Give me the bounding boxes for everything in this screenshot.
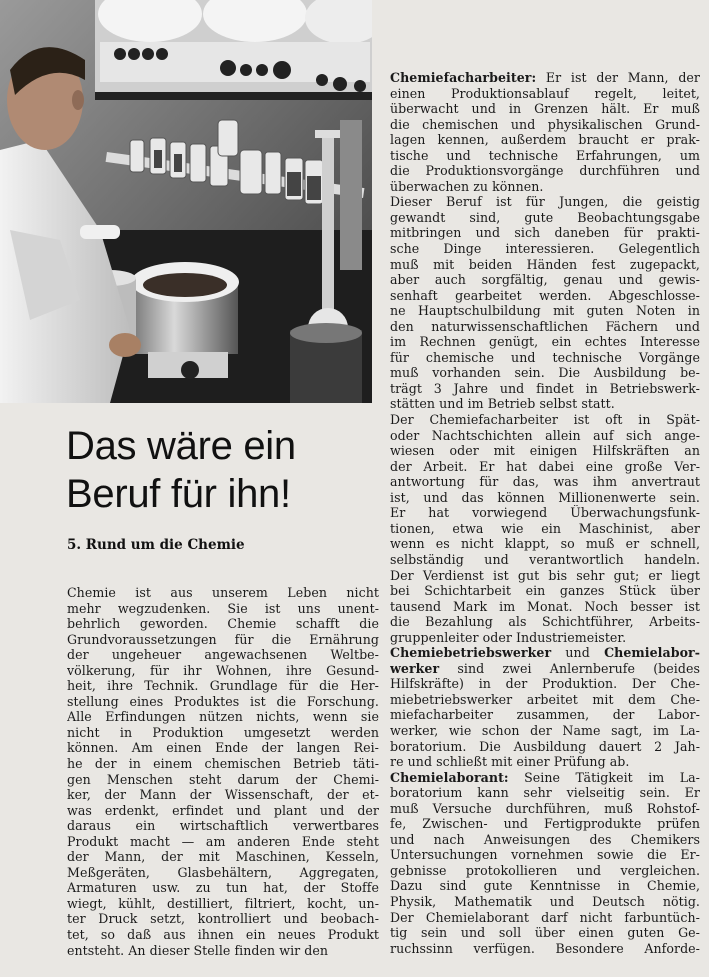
- text-line: der ungeheuer angewachsenen Weltbe-: [67, 647, 379, 663]
- text-line: Physik, Mathematik und Deutsch nötig.: [390, 893, 700, 909]
- text-line: re und schließt mit einer Prüfung ab.: [390, 754, 630, 770]
- text-line: Untersuchungen vornehmen sowie die Er-: [390, 847, 700, 863]
- text-line: miefacharbeiter zusammen, der Labor-: [390, 707, 700, 723]
- text-line: gewandt sind, gute Beobachtungsgabe: [390, 209, 700, 225]
- text-line: behrlich geworden. Chemie schafft die: [67, 616, 379, 632]
- text-line: ist, und das können Millionenwerte sein.: [390, 489, 700, 505]
- left-column-text: [67, 585, 379, 958]
- text-line: stätten und im Betrieb selbst statt.: [390, 396, 615, 412]
- text-line: stellung eines Produktes ist die Forschung.: [67, 693, 379, 709]
- bold-term: Chemielaborant:: [390, 769, 509, 785]
- text-line: fe, Zwischen- und Fertigprodukte prüfen: [390, 816, 700, 832]
- text-line: trägt 3 Jahre und findet in Betriebswerk-: [390, 380, 700, 396]
- text-line: Er hat vorwiegend Überwachungsfunk-: [390, 505, 700, 521]
- text-line: aber auch sorgfältig, genau und gewis-: [390, 272, 700, 288]
- text-line: Chemiefacharbeiter: Er ist der Mann, der: [390, 70, 700, 85]
- text-line: Produkt macht — am anderen Ende steht: [67, 833, 379, 849]
- text-line: der Mann, der mit Maschinen, Kesseln,: [67, 849, 379, 865]
- text-line: wenn es nicht klappt, so muß er schnell,: [390, 536, 700, 552]
- laboratory-illustration: [0, 0, 372, 403]
- text-line: ne Hauptschulbildung mit guten Noten in: [390, 303, 700, 319]
- text-line: Meßgeräten, Glasbehältern, Aggregaten,: [67, 864, 379, 880]
- text-line: die Bezahlung als Schichtführer, Arbeits-: [390, 614, 700, 630]
- text-line: entsteht. An dieser Stelle finden wir den: [67, 942, 329, 958]
- article-headline: [66, 422, 366, 518]
- bold-term: Chemiefacharbeiter:: [390, 70, 537, 85]
- text-line: muß Versuche durchführen, muß Rohstof-: [390, 800, 700, 816]
- text-line: bei Schichtarbeit ein ganzes Stück über: [390, 583, 700, 599]
- text-line: ruchssinn verfügen. Besondere Anforde-: [390, 940, 700, 956]
- text-line: Dazu sind gute Kenntnisse in Chemie,: [390, 878, 700, 894]
- bold-term: Chemielabor-: [604, 645, 700, 661]
- text-line: tig sein und soll über einen guten Ge-: [390, 925, 700, 941]
- text-line: im Rechnen genügt, ein echtes Interesse: [390, 334, 700, 350]
- text-line: gen Menschen steht darum der Chemi-: [67, 771, 379, 787]
- text-line: miebetriebswerker arbeitet mit dem Che-: [390, 691, 700, 707]
- article-subhead: 5. Rund um die Chemie: [67, 537, 245, 553]
- text-line: mitbringen und sich daneben für prakti-: [390, 225, 700, 241]
- text-line: antwortung für das, was ihm anvertraut: [390, 474, 700, 490]
- text-line: ter Druck setzt, kontrolliert und beobach-: [67, 911, 379, 927]
- text-line: einen Produktionsablauf regelt, leitet,: [390, 85, 700, 101]
- text-line: Chemielaborant: Seine Tätigkeit im La-: [390, 769, 700, 785]
- bold-term: werker: [390, 660, 440, 676]
- text-line: der Arbeit. Er hat dabei eine große Ver-: [390, 458, 700, 474]
- text-line: nicht in Produktion umgesetzt werden: [67, 724, 379, 740]
- text-line: Grundvoraussetzungen für die Ernährung: [67, 631, 379, 647]
- text-line: tet, so daß aus ihnen ein neues Produkt: [67, 927, 379, 943]
- text-line: werker sind zwei Anlernberufe (beides: [390, 660, 700, 676]
- text-line: muß mit beiden Händen fest zugepackt,: [390, 256, 700, 272]
- text-line: gruppenleiter oder Industriemeister.: [390, 629, 627, 645]
- text-line: tionen, etwa wie ein Maschinist, aber: [390, 520, 700, 536]
- text-line: Der Chemielaborant darf nicht farbuntüch-: [390, 909, 700, 925]
- text-line: Der Verdienst ist gut bis sehr gut; er liegt: [390, 567, 700, 583]
- text-line: sche Dinge interessieren. Gelegentlich: [390, 241, 700, 257]
- text-line: für chemische und technische Vorgänge: [390, 349, 700, 365]
- text-line: tausend Mark im Monat. Noch besser ist: [390, 598, 700, 614]
- text-line: muß vorhanden sein. Die Ausbildung be-: [390, 365, 700, 381]
- text-line: überwachen zu können.: [390, 178, 544, 194]
- text-line: die chemischen und physikalischen Grund-: [390, 116, 700, 132]
- text-line: Der Chemiefacharbeiter ist oft in Spät-: [390, 412, 700, 428]
- text-line: Dieser Beruf ist für Jungen, die geistig: [390, 194, 700, 210]
- text-line: mehr wegzudenken. Sie ist uns unent-: [67, 600, 379, 616]
- text-line: werker, wie schon der Name sagt, im La-: [390, 722, 700, 738]
- text-line: Alle Erfindungen nützen nichts, wenn sie: [67, 709, 379, 725]
- text-line: oder Nachtschichten allein auf sich ange-: [390, 427, 700, 443]
- text-line: überwacht und in Grenzen hält. Er muß: [390, 101, 700, 117]
- text-line: selbständig und verantwortlich handeln.: [390, 551, 700, 567]
- text-line: und nach Anweisungen des Chemikers: [390, 831, 700, 847]
- right-column-text: [390, 70, 700, 956]
- text-line: senhaft gearbeitet werden. Abgeschlosse-: [390, 287, 700, 303]
- text-line: lagen kennen, außerdem braucht er prak-: [390, 132, 700, 148]
- text-line: boratorium kann sehr vielseitig sein. Er: [390, 785, 700, 801]
- text-line: den naturwissenschaftlichen Fächern und: [390, 318, 700, 334]
- text-line: völkerung, für ihr Wohnen, ihre Gesund-: [67, 662, 379, 678]
- text-line: daraus ein wirtschaftlich verwertbares: [67, 818, 379, 834]
- text-line: heit, ihre Technik. Grundlage für die Her-: [67, 678, 379, 694]
- headline-line-1: Das wäre ein: [66, 424, 296, 468]
- text-line: was erdenkt, erfindet und plant und der: [67, 802, 379, 818]
- text-line: Chemie ist aus unserem Leben nicht: [67, 585, 379, 600]
- text-line: Armaturen usw. zu tun hat, der Stoffe: [67, 880, 379, 896]
- text-line: wiesen oder mit einigen Hilfskräften an: [390, 443, 700, 459]
- text-line: boratorium. Die Ausbildung dauert 2 Jah-: [390, 738, 700, 754]
- text-line: gebnisse protokollieren und vergleichen.: [390, 862, 700, 878]
- text-line: Chemiebetriebswerker und Chemielabor-: [390, 645, 700, 661]
- bold-term: Chemiebetriebswerker: [390, 645, 552, 661]
- text-line: ker, der Mann der Wissenschaft, der et-: [67, 787, 379, 803]
- text-line: die Produktionsvorgänge durchführen und: [390, 163, 700, 179]
- text-line: wiegt, kühlt, destilliert, filtriert, kocht, un-: [67, 895, 379, 911]
- text-line: Hilfskräfte) in der Produktion. Der Che-: [390, 676, 700, 692]
- laboratory-photo: [0, 0, 372, 403]
- text-line: he der in einem chemischen Betrieb täti-: [67, 756, 379, 772]
- text-line: können. Am einen Ende der langen Rei-: [67, 740, 379, 756]
- text-line: tische und technische Erfahrungen, um: [390, 147, 700, 163]
- headline-line-2: Beruf für ihn!: [66, 472, 291, 516]
